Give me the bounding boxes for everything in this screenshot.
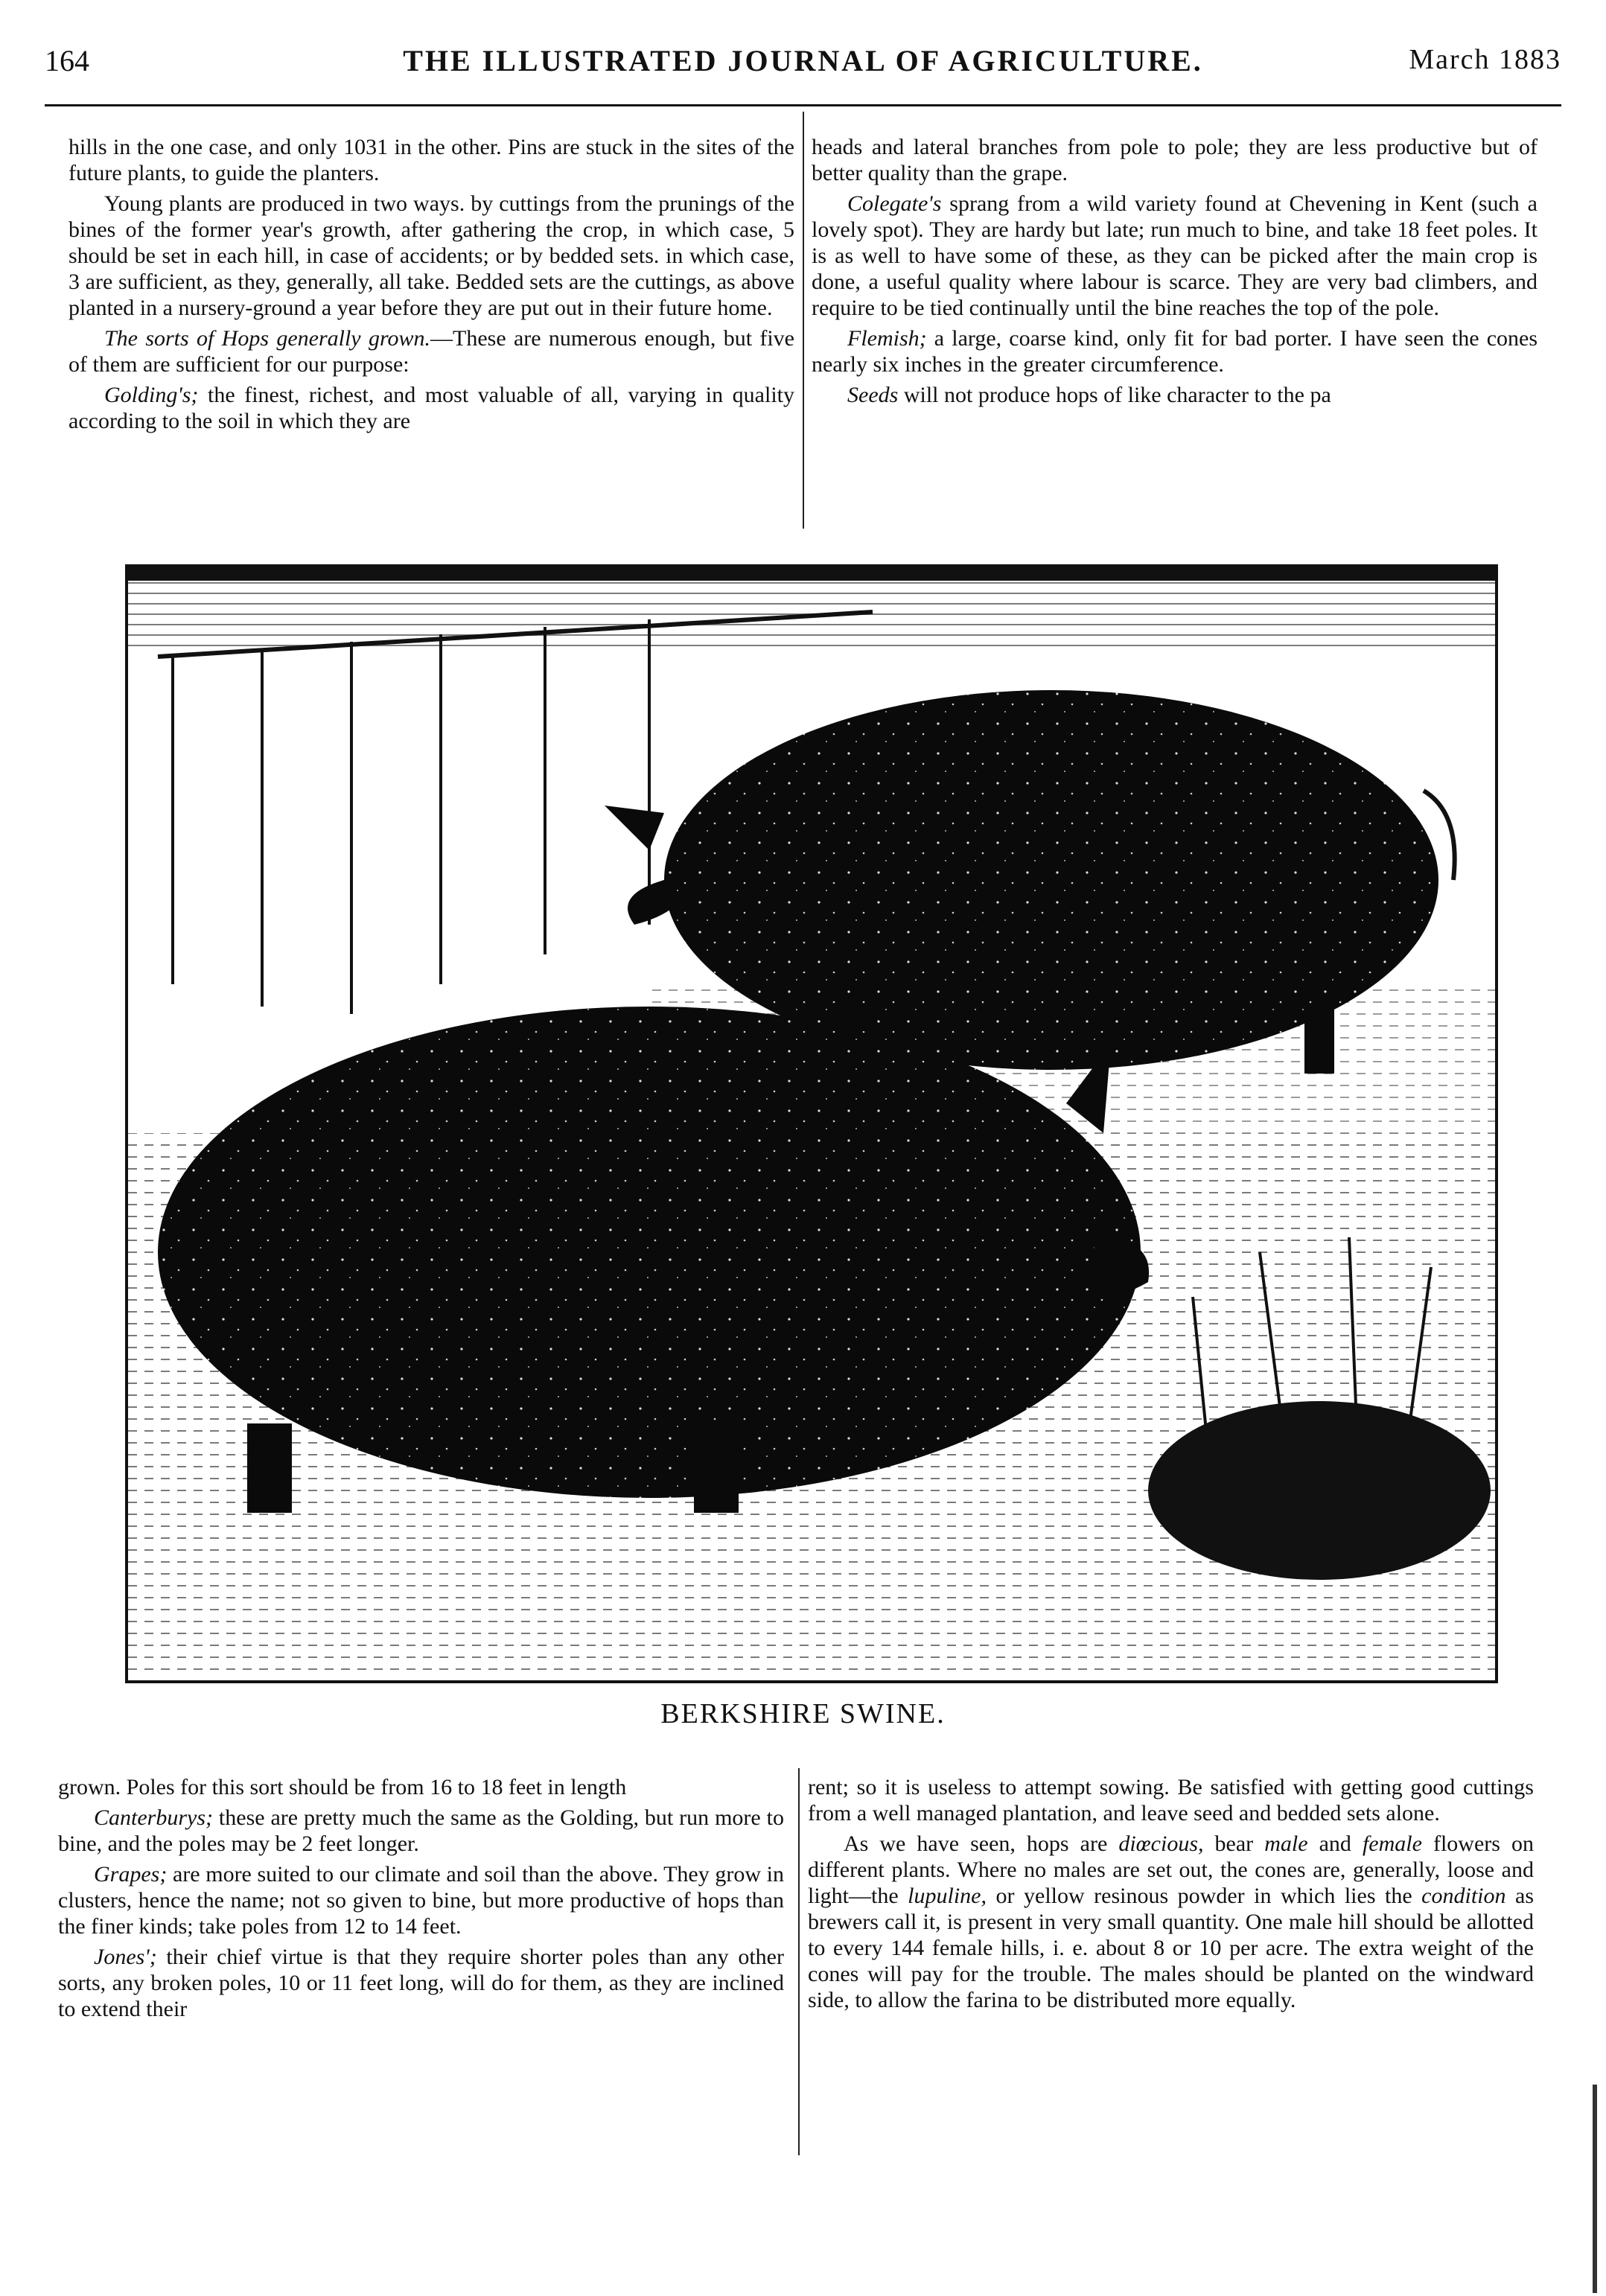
engraving-illustration bbox=[125, 564, 1498, 1683]
paragraph-text: these are pretty much the same as the Golding, but run more to bine, and the poles may be 2 feet longer. bbox=[58, 1805, 784, 1856]
paragraph: hills in the one case, and only 1031 in the other. Pins are stuck in the sites of the future plants, to guide the planters. bbox=[68, 135, 794, 185]
top-left-column bbox=[68, 134, 794, 439]
italic-term: lupuline, bbox=[908, 1884, 987, 1908]
paragraph-text: or yellow resinous powder in which lies the bbox=[987, 1884, 1422, 1908]
paragraph-text: as brewers call it, is present in very small quantity. One male hill should be allotted to every 144 female hills, i. e. about 8 or 10 per acre. The extra weight of the cones will pay for the trouble. The males should be planted on the windward side, to allow the farina to be distributed more equally. bbox=[808, 1884, 1535, 2012]
italic-term: Jones'; bbox=[94, 1945, 157, 1969]
paragraph bbox=[812, 325, 1538, 377]
page-edge-mark bbox=[1593, 2085, 1597, 2293]
paragraph-text: will not produce hops of like character to the pa bbox=[898, 383, 1331, 407]
italic-term: Colegate's bbox=[847, 191, 942, 216]
paragraph-text: and bbox=[1307, 1831, 1363, 1856]
paragraph bbox=[58, 1805, 784, 1857]
italic-term: diœcious, bbox=[1118, 1831, 1204, 1856]
paragraph bbox=[68, 325, 794, 377]
header-rule bbox=[45, 104, 1561, 106]
page-number: 164 bbox=[45, 44, 89, 77]
italic-term: Flemish; bbox=[847, 326, 927, 351]
italic-term: Canterburys; bbox=[94, 1805, 213, 1830]
paragraph-text: their chief virtue is that they require shorter poles than any other sorts, any broken poles, 10 or 11 feet long, will do for them, as they are inclined to extend their bbox=[58, 1945, 784, 2021]
paragraph bbox=[812, 382, 1538, 408]
paragraph: Young plants are produced in two ways. by cuttings from the prunings of the bines of the former year's growth, after gathering the crop, in which case, 5 should be set in each hill, in case of accidents; or by bedded sets. in which case, 3 are sufficient, as they, generally, all take. Bedded sets are the cuttings, as above planted in a nursery-ground a year before they are put out in their future home. bbox=[68, 191, 794, 320]
bottom-left-column bbox=[58, 1774, 784, 2026]
page-header bbox=[45, 36, 1561, 88]
paragraph-text: the finest, richest, and most valuable of all, varying in quality according to the soil in which they are bbox=[68, 383, 794, 433]
paragraph-text: —These are numerous enough, but five of them are sufficient for our purpose: bbox=[68, 326, 794, 377]
italic-term: female bbox=[1362, 1831, 1422, 1856]
paragraph-text: bear bbox=[1203, 1831, 1265, 1856]
journal-title: THE ILLUSTRATED JOURNAL OF AGRICULTURE. bbox=[403, 44, 1203, 77]
paragraph bbox=[68, 382, 794, 434]
italic-term: condition bbox=[1421, 1884, 1506, 1908]
berkshire-swine-engraving bbox=[128, 567, 1495, 1680]
paragraph bbox=[812, 191, 1538, 321]
paragraph: grown. Poles for this sort should be from 16 to 18 feet in length bbox=[58, 1775, 627, 1799]
paragraph-text: are more suited to our climate and soil than the above. They grow in clusters, hence the name; not so given to bine, but more productive of hops than the finer kinds; take poles from 12 to 14 feet. bbox=[58, 1862, 784, 1939]
paragraph: heads and lateral branches from pole to pole; they are less productive but of better quality than the grape. bbox=[812, 135, 1538, 185]
italic-term: Golding's; bbox=[104, 383, 199, 407]
paragraph bbox=[808, 1831, 1534, 2013]
paragraph-text: flowers on different plants. Where no males are set out, the cones are, generally, loose and light—the bbox=[808, 1831, 1534, 1908]
paragraph-text: a large, coarse kind, only fit for bad porter. I have seen the cones nearly six inches in the greater circumference. bbox=[812, 326, 1538, 377]
paragraph-text: As we have seen, hops are bbox=[844, 1831, 1119, 1856]
italic-heading: The sorts of Hops generally grown. bbox=[104, 326, 431, 351]
column-divider bbox=[798, 1768, 800, 2155]
italic-term: Seeds bbox=[847, 383, 899, 407]
paragraph: rent; so it is useless to attempt sowing. Be satisfied with getting good cuttings from a well managed plantation, and leave seed and bedded sets alone. bbox=[808, 1775, 1534, 1825]
italic-term: male bbox=[1264, 1831, 1308, 1856]
bottom-right-column bbox=[808, 1774, 1534, 2018]
top-right-column bbox=[812, 134, 1538, 412]
paragraph-text: sprang from a wild variety found at Chevening in Kent (such a lovely spot). They are hardy but late; run much to bine, and take 18 feet poles. It is as well to have some of these, as they can be picked after the main crop is done, a useful quality where labour is scarce. They are very bad climbers, and require to be tied continually until the bine reaches the top of the pole. bbox=[812, 191, 1538, 320]
figure-caption: BERKSHIRE SWINE. bbox=[660, 1698, 946, 1729]
column-divider bbox=[803, 112, 804, 529]
paragraph bbox=[58, 1861, 784, 1939]
issue-date: March 1883 bbox=[1409, 44, 1561, 75]
paragraph bbox=[58, 1944, 784, 2022]
italic-term: Grapes; bbox=[94, 1862, 168, 1887]
